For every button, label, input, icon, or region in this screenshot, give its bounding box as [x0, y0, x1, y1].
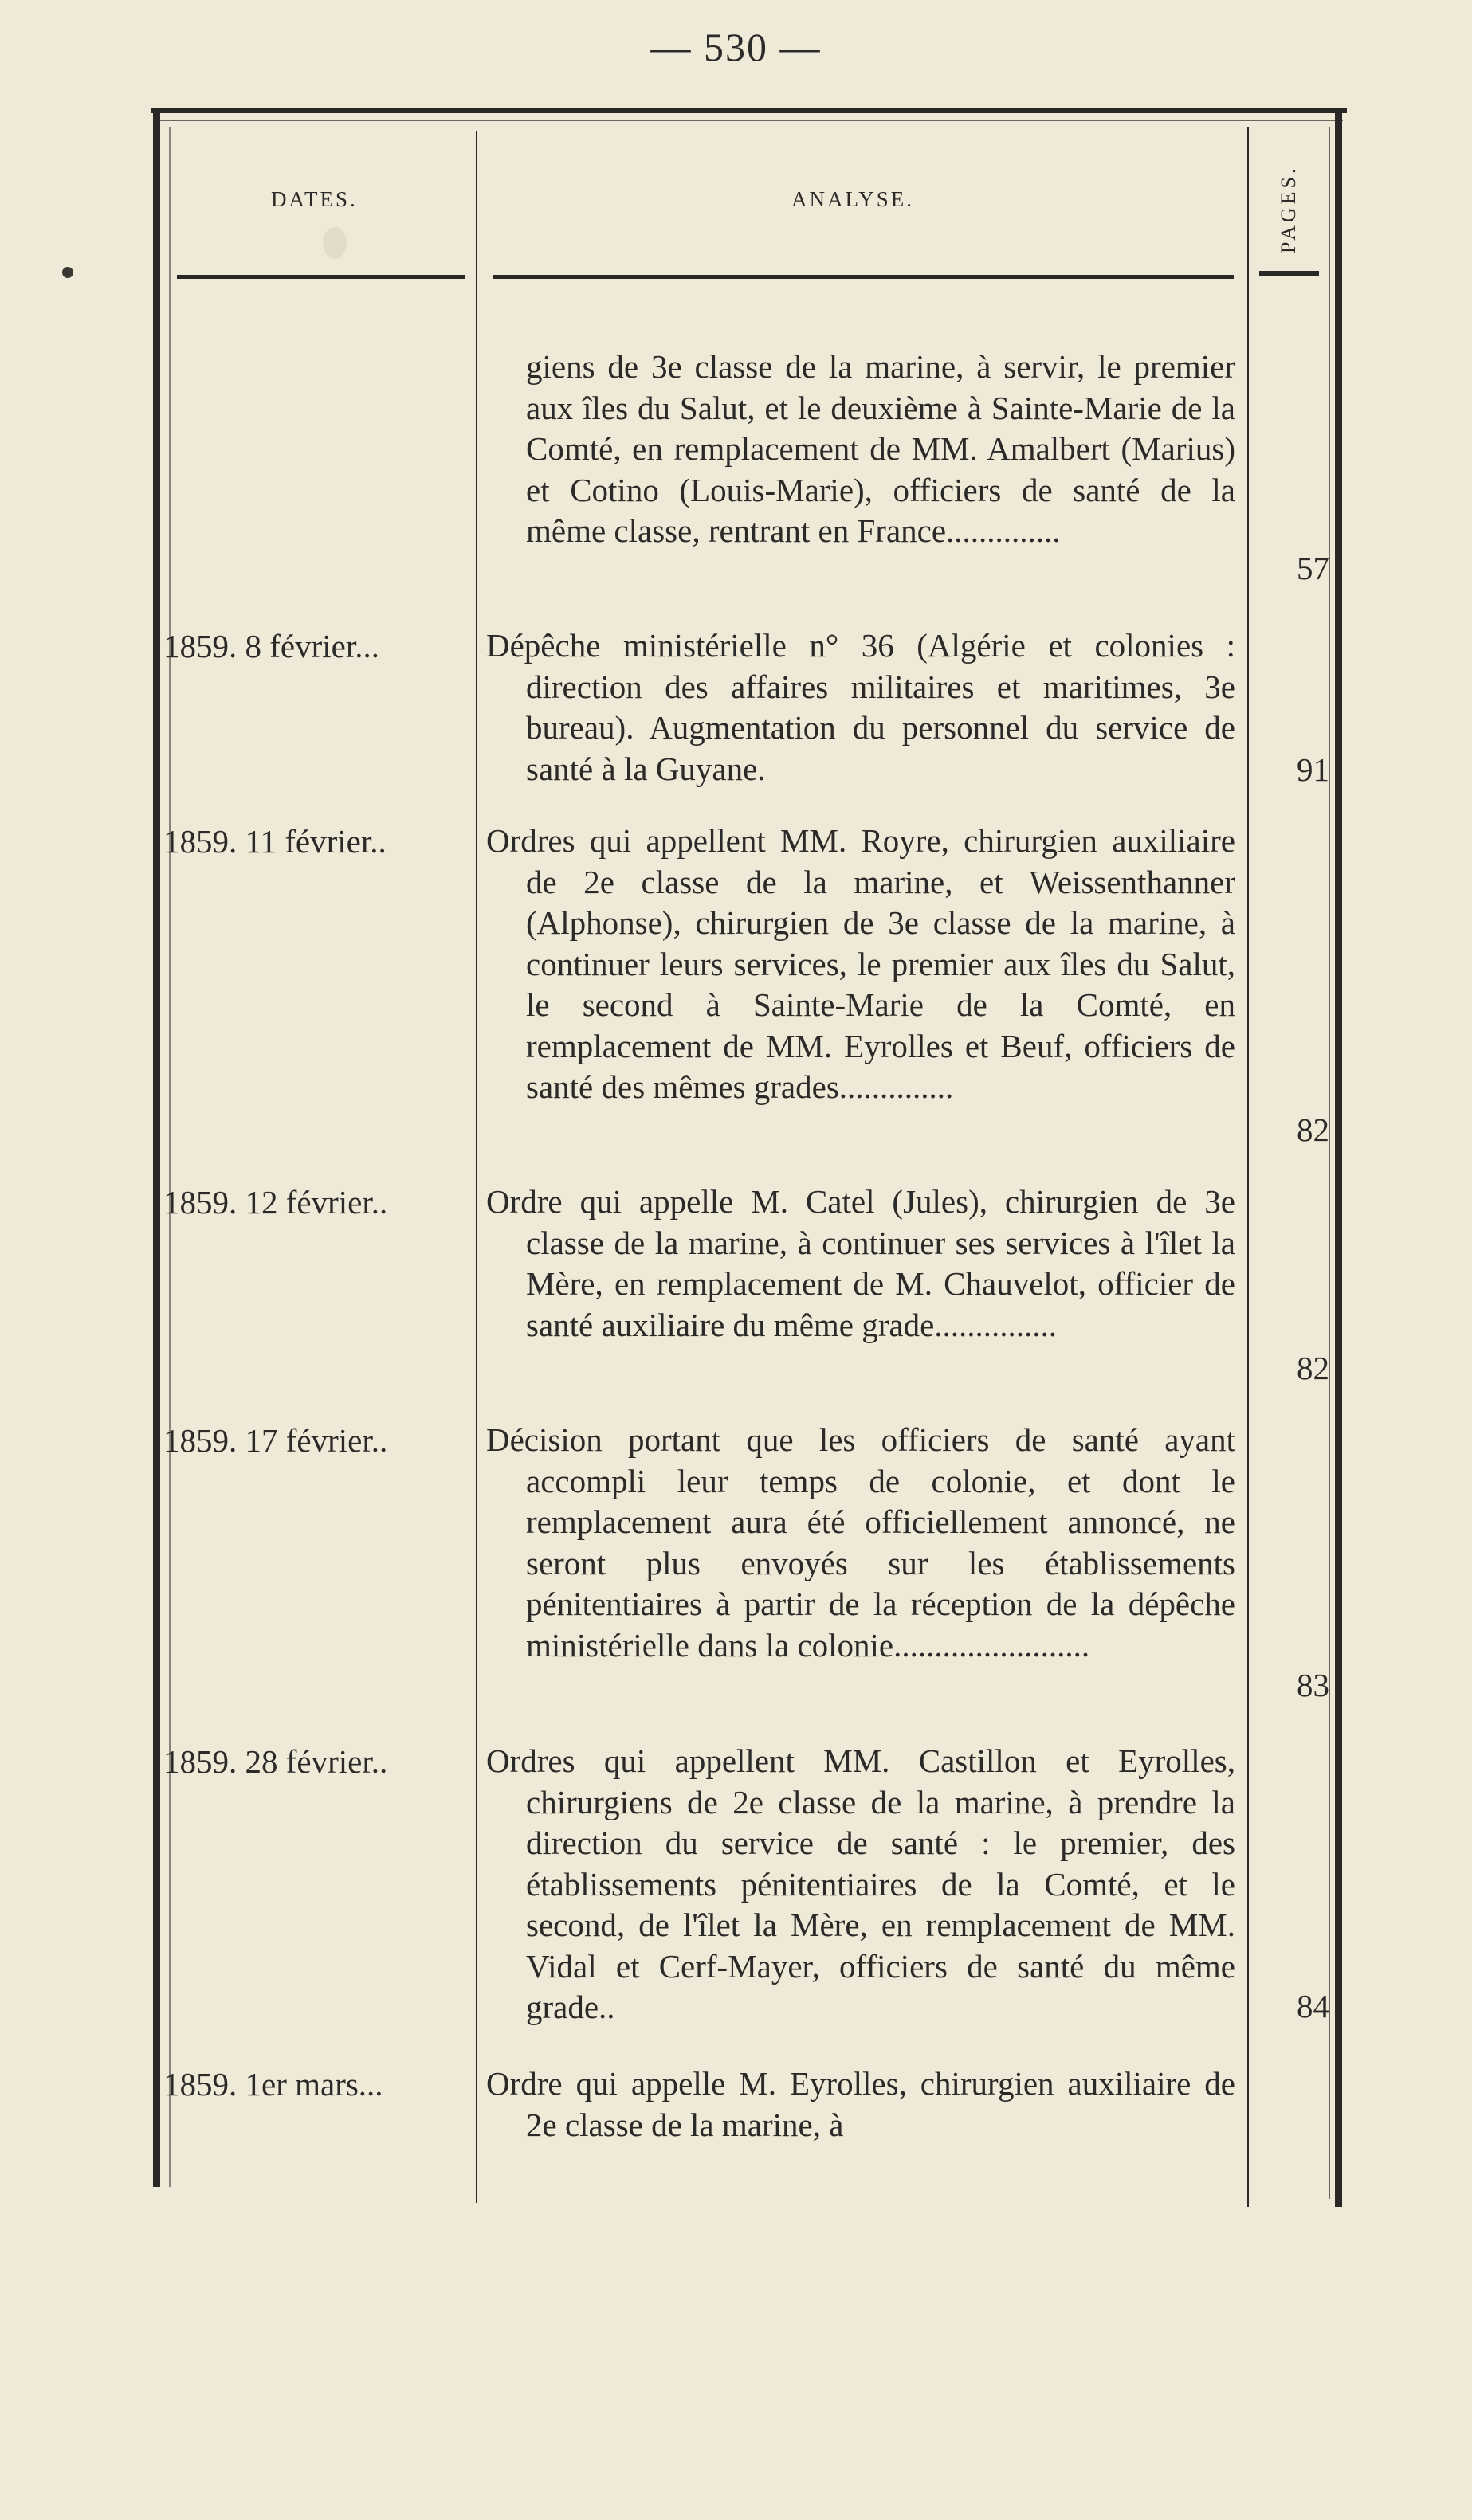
entry-date: 1859. 1er mars...: [163, 2066, 383, 2103]
entry-page: 83: [1297, 1667, 1329, 1703]
table-right-rule: [1335, 108, 1342, 2207]
pages-column-header: PAGES.: [1277, 165, 1300, 253]
entry-page: 82: [1297, 1111, 1329, 1148]
entry-text: Ordre qui appelle M. Catel (Jules), chirurgien de 3e classe de la marine, à continuer ses services à l'îlet la Mère, en remplacement de M. Chauvelot, officier de santé auxiliaire du même grade...............: [486, 1183, 1235, 1343]
dates-column-header: DATES.: [271, 187, 358, 211]
entry-text: Dépêche ministérielle n° 36 (Algérie et colonies : direction des affaires militaires et maritimes, 3e bureau). Augmentation du personnel du service de santé à la Guyane.: [486, 627, 1235, 787]
pages-column-divider: [1247, 127, 1249, 2207]
entry-text: Ordres qui appellent MM. Castillon et Eyrolles, chirurgiens de 2e classe de la marine, à prendre la direction du service de santé : le premier, des établissements pénitentiaires de la Comté, et le second, de l'îlet la Mère, en remplacement de MM. Vidal et Cerf-Mayer, officiers de santé du même grade..: [486, 1742, 1235, 2025]
dates-column-divider: [476, 131, 477, 2203]
entry-date: 1859. 12 février..: [163, 1184, 388, 1221]
entry-text: giens de 3e classe de la marine, à servir, le premier aux îles du Salut, et le deuxième à Sainte-Marie de la Comté, en remplacement de MM. Amalbert (Marius) et Cotino (Louis-Marie), officiers de santé de la même classe, rentrant en France..............: [526, 348, 1235, 549]
table-top-rule: [151, 108, 1347, 113]
entry-date: 1859. 17 février..: [163, 1422, 388, 1459]
table-top-rule-thin: [155, 120, 1343, 121]
table-left-rule: [153, 108, 160, 2187]
page-number: — 530 —: [650, 25, 822, 69]
entry-text: Ordres qui appellent MM. Royre, chirurgien auxiliaire de 2e classe de la marine, et Weissenthanner (Alphonse), chirurgien de 3e classe de la marine, à continuer leurs services, le premier aux îles du Salut, le second à Sainte-Marie de la Comté, en remplacement de MM. Eyrolles et Beuf, officiers de santé des mêmes grades..............: [486, 822, 1235, 1105]
dates-header-underline: [177, 275, 465, 279]
entry-text: Décision portant que les officiers de santé ayant accompli leur temps de colonie, et dont le remplacement aura été officiellement annoncé, ne seront plus envoyés sur les établissements pénitentiaires à partir de la réception de la dépêche ministérielle dans la colonie........................: [486, 1421, 1235, 1664]
page-blemish: [323, 227, 347, 259]
entry-page: 91: [1297, 751, 1329, 788]
entry-date: 1859. 11 février..: [163, 823, 387, 860]
entry-page: 82: [1297, 1350, 1329, 1386]
entry-text: Ordre qui appelle M. Eyrolles, chirurgien auxiliaire de 2e classe de la marine, à: [486, 2065, 1235, 2143]
entry-page: 84: [1297, 1988, 1329, 2024]
analyse-header-underline: [493, 275, 1234, 279]
table-left-rule-thin: [169, 127, 171, 2187]
table-right-rule-thin: [1329, 127, 1330, 2199]
analyse-column-header: ANALYSE.: [791, 187, 915, 211]
entry-date: 1859. 8 février...: [163, 628, 379, 664]
page-blemish: [62, 267, 73, 278]
entry-date: 1859. 28 février..: [163, 1743, 388, 1780]
entry-page: 57: [1297, 550, 1329, 586]
pages-header-underline: [1259, 271, 1319, 276]
